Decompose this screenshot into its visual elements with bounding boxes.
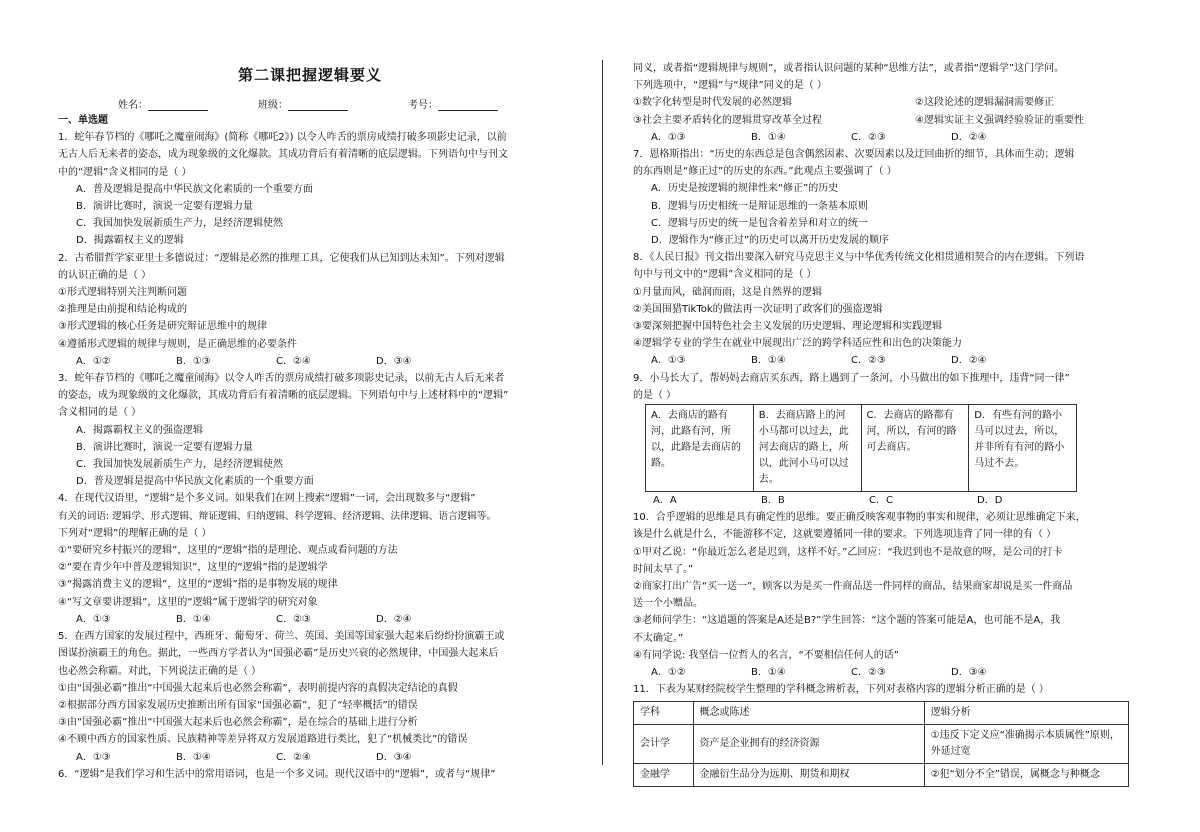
question-1: [58, 129, 578, 249]
q11-r1-analysis: ①违反下定义应“准确揭示本质属性”原则，外延过宽: [924, 724, 1128, 763]
q4-item-4: ④“写文章要讲逻辑”，这里的“逻辑”属于逻辑学的研究对象: [58, 596, 318, 608]
q4-choice-a[interactable]: A．①③: [76, 613, 111, 625]
section-title: 一、单选题: [58, 115, 108, 126]
q4-item-2: ②“要在青少年中普及逻辑知识”，这里的“逻辑”指的是逻辑学: [58, 562, 328, 574]
q3-option-d[interactable]: D．普及逻辑是提高中华民族文化素质的一个重要方面: [76, 476, 314, 488]
q10-item-1a: ①甲对乙说：“你最近怎么老是迟到，这样不好。”乙回应：“我迟到也不是故意的呀，是公司的打卡: [633, 546, 1063, 558]
q5-stem-3: 也必然会称霸。对此，下列说法正确的是（ ）: [58, 665, 262, 677]
q9-choice-d[interactable]: D．D: [977, 495, 1003, 507]
q8-item-2: ②美国围猎TikTok的做法再一次证明了政客们的强盗逻辑: [633, 303, 883, 315]
q5-choice-b[interactable]: B．①④: [176, 751, 211, 763]
class-label: 班级：: [258, 100, 288, 111]
question-6-cont: [633, 60, 1143, 146]
question-2: [58, 250, 578, 370]
q2-choice-b[interactable]: B．①③: [176, 355, 211, 367]
q8-choice-c[interactable]: C．②③: [851, 355, 886, 367]
q1-stem-1: 1．蛇年春节档的《哪吒之魔童闹海》(简称《哪吒2》) 以令人咋舌的票房成绩打破多项影史记录，以前: [58, 132, 507, 144]
q10-item-3a: ③老师问学生：“这道题的答案是A还是B?”学生回答：“这个题的答案可能是A，也可能不是A，我: [633, 615, 1061, 627]
q6-items-row-1: [633, 94, 1143, 111]
q7-option-d[interactable]: D．逻辑作为“修正过”的历史可以离开历史发展的顺序: [651, 235, 890, 247]
q9-cell-d: D．有些有河的路小马可以过去，所以，并非所有有河的路小马过不去。: [969, 405, 1077, 492]
q8-item-1: ①月量而风，础润而雨，这是自然界的逻辑: [633, 286, 822, 298]
q9-choice-b[interactable]: B．B: [761, 495, 785, 507]
q2-choices: [58, 353, 578, 370]
q6-cont-2: 下列选项中，“逻辑”与“规律”同义的是（ ）: [633, 80, 827, 92]
q11-row-2: [634, 763, 1129, 786]
q5-item-4: ④不顾中西方的国家性质、民族精神等差异将双方发展道路进行类比，犯了“机械类比”的错误: [58, 734, 468, 746]
q4-item-1: ①“要研究乡村振兴的逻辑”，这里的“逻辑”指的是理论、观点或看问题的方法: [58, 545, 398, 557]
q5-choice-c[interactable]: C．②④: [276, 751, 311, 763]
q11-row-1: [634, 724, 1129, 763]
q3-option-c[interactable]: C．我国加快发展新质生产力，是经济逻辑使然: [76, 459, 283, 471]
q10-choice-c[interactable]: C．②③: [851, 667, 886, 679]
q4-choice-b[interactable]: B．①④: [176, 613, 211, 625]
q10-item-2b: 送一个小赠品。: [633, 598, 703, 610]
q11-r1-concept: 资产是企业拥有的经济资源: [693, 724, 924, 763]
q3-stem-2: 的姿态，成为现象级的文化爆款，其成功背后有着清晰的底层逻辑。下列语句中与上述材料中的“逻辑”: [58, 390, 509, 402]
q3-stem-1: 3．蛇年春节档的《哪吒之魔童闹海》以令人咋舌的票房成绩打破多项影史记录，以前无古人后无来者: [58, 373, 505, 385]
q4-choice-d[interactable]: D．②④: [376, 613, 412, 625]
q8-choices: [633, 352, 1143, 369]
q9-cell-c: C．去商店的路都有河，所以，有河的路可去商店。: [861, 405, 969, 492]
q11-header-row: [634, 701, 1129, 724]
q1-option-b[interactable]: B．演讲比赛时，演说一定要有逻辑力量: [76, 201, 253, 213]
q6-choice-b[interactable]: B．①④: [751, 131, 786, 143]
q6-stem-start: 6．“逻辑”是我们学习和生活中的常用语词，也是一个多义词。现代汉语中的“逻辑”，或者与“规律”: [58, 768, 496, 780]
q7-option-b[interactable]: B．逻辑与历史相统一是辩证思维的一条基本原则: [651, 200, 868, 212]
q1-option-a[interactable]: A．普及逻辑是提高中华民族文化素质的一个重要方面: [76, 183, 313, 195]
id-field[interactable]: [408, 96, 498, 111]
q5-choice-d[interactable]: D．③④: [376, 751, 412, 763]
q2-choice-d[interactable]: D．③④: [376, 355, 412, 367]
right-column: [633, 60, 1143, 787]
q5-item-1: ①由“国强必霸”推出“中国强大起来后也必然会称霸”，表明前提内容的真假决定结论的真假: [58, 682, 458, 694]
q3-option-a[interactable]: A．揭露霸权主义的强盗逻辑: [76, 424, 203, 436]
q4-choice-c[interactable]: C．②③: [276, 613, 311, 625]
q10-choice-a[interactable]: A．①②: [651, 667, 686, 679]
q11-header-concept: 概念或陈述: [693, 701, 924, 724]
q2-choice-c[interactable]: C．②④: [276, 355, 311, 367]
q6-cont-1: 同义，或者指“逻辑规律与规则”，或者指认识问题的某种“思维方法”，或者指“逻辑学”这门学问。: [633, 63, 1065, 74]
q10-stem-2: 该是什么就是什么，不能游移不定，这就要遵循同一律的要求。下列选项违背了同一律的有（ ）: [633, 529, 1057, 541]
q6-item-1: ①数字化转型是时代发展的必然逻辑: [633, 97, 792, 109]
q9-table: [645, 404, 1077, 492]
q10-choice-b[interactable]: B．①④: [751, 667, 786, 679]
q8-item-4: ④逻辑学专业的学生在就业中展现出广泛的跨学科适应性和出色的决策能力: [633, 338, 962, 350]
q8-choice-d[interactable]: D．②④: [951, 355, 987, 367]
q5-choices: [58, 749, 578, 766]
q11-r2-concept: 金融衍生品分为远期、期货和期权: [693, 763, 924, 786]
left-column: [58, 112, 578, 783]
question-9: [633, 370, 1143, 510]
q9-table-row: [646, 405, 1077, 492]
q8-stem-2: 句中与刊文中的“逻辑”含义相同的是（ ）: [633, 269, 817, 281]
q2-item-2: ②推理是由前提和结论构成的: [58, 304, 187, 316]
q7-option-a[interactable]: A．历史是按逻辑的规律性来“修正”的历史: [651, 183, 839, 195]
page-title: 第二课把握逻辑要义: [237, 66, 382, 84]
question-11: [633, 681, 1143, 786]
q8-choice-b[interactable]: B．①④: [751, 355, 786, 367]
q5-stem-1: 5．在西方国家的发展过程中，西班牙、葡萄牙、荷兰、英国、美国等国家强大起来后纷纷扮演霸王或: [58, 631, 505, 643]
q1-option-d[interactable]: D．揭露霸权主义的逻辑: [76, 235, 184, 247]
q2-choice-a[interactable]: A．①②: [76, 355, 111, 367]
q7-stem-2: 的东西则是“修正过”的历史的东西。”此观点主要强调了（ ）: [633, 166, 897, 178]
q6-item-4: ④逻辑实证主义强调经验验证的重要性: [915, 114, 1084, 126]
question-7: [633, 146, 1143, 249]
q2-stem-2: 的认识正确的是（ ）: [58, 269, 152, 281]
q4-choices: [58, 611, 578, 628]
name-field[interactable]: [118, 96, 208, 111]
q6-choices: [633, 129, 1143, 146]
q3-stem-3: 含义相同的是（ ）: [58, 407, 142, 419]
q11-stem: 11．下表为某财经院校学生整理的学科概念辨析表，下列对表格内容的逻辑分析正确的是（ ）: [633, 684, 1049, 696]
question-4: [58, 490, 578, 628]
q6-choice-d[interactable]: D．②④: [951, 131, 987, 143]
q4-stem-1: 4．在现代汉语里，“逻辑”是个多义词。如果我们在网上搜索“逻辑”一词，会出现数多与“逻辑”: [58, 493, 476, 505]
class-field[interactable]: [258, 96, 348, 111]
q9-cell-b: B．去商店路上的河小马都可以过去，此河去商店的路上，所以，此河小马可以过去。: [753, 405, 861, 492]
q9-choice-c[interactable]: C．C: [869, 495, 893, 507]
q1-stem-3: 中的“逻辑”含义相同的是（ ）: [58, 166, 192, 178]
question-5: [58, 628, 578, 766]
q7-stem-1: 7．恩格斯指出：“历史的东西总是包含偶然因素、次要因素以及迂回曲折的细节，具体而生动；逻辑: [633, 149, 1075, 161]
q11-r2-subject: 金融学: [634, 763, 694, 786]
q6-items-row-2: [633, 112, 1143, 129]
q5-item-3: ③由“国强必霸”推出“中国强大起来后也必然会称霸”，是在综合的基础上进行分析: [58, 717, 418, 729]
q8-item-3: ③要深刻把握中国特色社会主义发展的历史逻辑、理论逻辑和实践逻辑: [633, 321, 942, 333]
question-10: [633, 509, 1143, 681]
q4-item-3: ③“揭露消费主义的逻辑”，这里的“逻辑”指的是事物发展的规律: [58, 579, 338, 591]
q11-table: [633, 701, 1129, 787]
q9-choice-a[interactable]: A．A: [653, 495, 677, 507]
q4-stem-3: 下列对“逻辑”的理解正确的是（ ）: [58, 527, 212, 539]
q9-cell-a: A．去商店的路有河，此路有河，所以，此路是去商店的路。: [646, 405, 754, 492]
q11-r1-subject: 会计学: [634, 724, 694, 763]
column-divider: [602, 60, 603, 765]
q10-item-2a: ②商家打出广告“买一送一”，顾客以为是买一件商品送一件同样的商品，结果商家却说是买一件商品: [633, 581, 1073, 593]
q6-item-3: ③社会主要矛盾转化的逻辑贯穿改革全过程: [633, 114, 822, 126]
id-label: 考号：: [408, 100, 438, 111]
q5-choice-a[interactable]: A．①③: [76, 751, 111, 763]
q3-option-b[interactable]: B．演讲比赛时，演说一定要有逻辑力量: [76, 441, 253, 453]
q2-item-4: ④遵循形式逻辑的规律与规则，是正确思维的必要条件: [58, 338, 297, 350]
q4-stem-2: 有关的词语: 逻辑学、形式逻辑、辩证逻辑、归纳逻辑、科学逻辑、经济逻辑、法律逻辑、语言逻辑等。: [58, 510, 496, 522]
q10-choices: [633, 664, 1143, 681]
q10-stem-1: 10．合乎逻辑的思维是具有确定性的思维。要正确反映客观事物的事实和规律，必须让思维确定下来，: [633, 512, 1086, 524]
question-3: [58, 370, 578, 490]
q5-item-2: ②根据部分西方国家发展历史推断出所有国家“国强必霸”，犯了“轻率概括”的错误: [58, 699, 418, 711]
q6-item-2: ②这段论述的逻辑漏洞需要修正: [915, 97, 1054, 109]
q10-choice-d[interactable]: D．③④: [951, 667, 987, 679]
q9-stem-1: 9．小马长大了，帮妈妈去商店买东西，路上遇到了一条河，小马做出的如下推理中，违背“同一律”: [633, 372, 1070, 384]
q10-item-1b: 时间太早了。”: [633, 563, 694, 575]
q9-stem-2: 的是（ ）: [633, 389, 677, 401]
q11-header-analysis: 逻辑分析: [924, 701, 1128, 724]
q5-stem-2: 图谋扮演霸王的角色。据此，一些西方学者认为“国强必霸”是历史兴衰的必然规律，中国强大起来后: [58, 648, 499, 660]
q8-choice-a[interactable]: A．①③: [651, 355, 686, 367]
name-label: 姓名：: [118, 100, 148, 111]
q6-choice-a[interactable]: A．①③: [651, 131, 686, 143]
question-8: [633, 249, 1143, 369]
q1-stem-2: 无古人后无来者的姿态，成为现象级的文化爆款。其成功背后有着清晰的底层逻辑。下列语句中与刊文: [58, 149, 508, 161]
q2-item-1: ①形式逻辑特别关注判断问题: [58, 287, 187, 299]
q7-option-c[interactable]: C．逻辑与历史的统一是包含着差异和对立的统一: [651, 217, 868, 229]
q8-stem-1: 8．《人民日报》刊文指出要深入研究马克思主义与中华优秀传统文化相贯通相契合的内在逻辑。下列语: [633, 252, 1085, 264]
q10-item-4: ④有同学说: 我坚信一位哲人的名言，“不要相信任何人的话”: [633, 649, 899, 661]
q6-choice-c[interactable]: C．②③: [851, 131, 886, 143]
q9-choices: [633, 492, 1077, 509]
q2-stem-1: 2．古希腊哲学家亚里士多德说过：“逻辑是必然的推理工具，它使我们从已知到达未知”。下列对逻辑: [58, 252, 505, 264]
q10-item-3b: 不太确定。”: [633, 632, 684, 644]
q11-r2-analysis: ②犯“划分不全”错误，属概念与种概念: [924, 763, 1128, 786]
q2-item-3: ③形式逻辑的核心任务是研究辩证思维中的规律: [58, 321, 267, 333]
q1-option-c[interactable]: C．我国加快发展新质生产力，是经济逻辑使然: [76, 218, 283, 230]
q11-header-subject: 学科: [634, 701, 694, 724]
